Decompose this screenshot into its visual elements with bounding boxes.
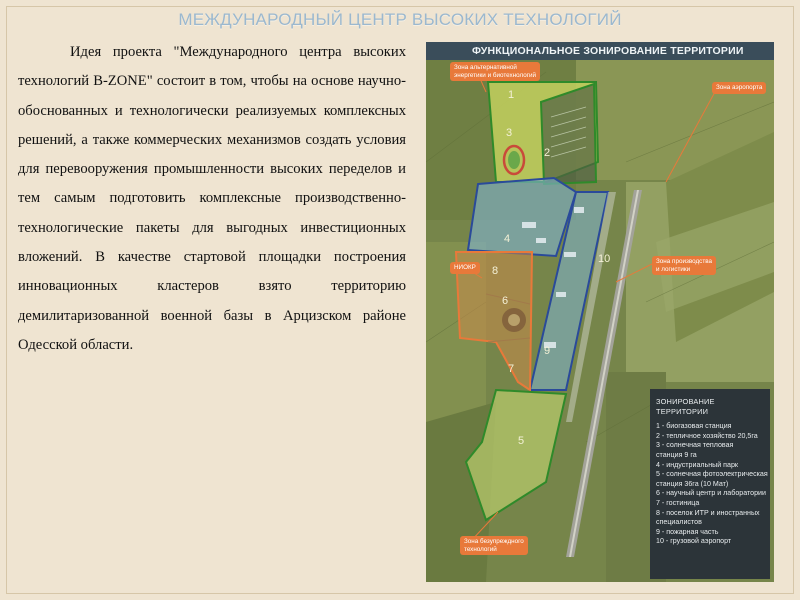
callout-production-zone: Зона производства и логистики: [652, 256, 716, 275]
zone-4-area: [468, 178, 576, 256]
legend-heading: ЗОНИРОВАНИЕ ТЕРРИТОРИИ: [656, 397, 715, 416]
legend-item: 7 - гостиница: [656, 498, 700, 507]
legend-item: 2 - тепличное хозяйство 20,5га: [656, 431, 758, 440]
legend-item: 5 - солнечная фотоэлектрическая: [656, 470, 768, 479]
zone-1-2-area: [541, 84, 596, 184]
legend-item: станция 9 га: [656, 450, 697, 459]
zone-label-1: 1: [508, 89, 515, 101]
zone-label-8: 8: [492, 265, 499, 277]
zone-label-3: 3: [506, 127, 513, 139]
zone-label-2: 2: [544, 147, 551, 159]
zoning-map: [426, 42, 774, 582]
legend-item: 8 - поселок ИТР и иностранных: [656, 508, 760, 517]
zoning-legend: [650, 389, 770, 579]
callout-airport-zone: Зона аэропорта: [712, 82, 766, 94]
zone-label-6: 6: [502, 295, 509, 307]
zone-label-10: 10: [598, 253, 611, 265]
callout-science-zone: НИОКР: [450, 262, 480, 274]
legend-item: 3 - солнечная тепловая: [656, 441, 734, 450]
project-description: Идея проекта "Международного центра высоких технологий B-ZONE" состоит в том, чтобы на основе научно-обоснованных и технологически реализуемых комплексных решений, а также коммерческих механизмов создать условия для перевооружения промышленности высоких переделов и тем самым подготовить комплексные производственно-технологические пакеты для выгодных инвестиционных вложений. В качестве стартовой площадки построения инновационных кластеров взято территорию демилитаризованной военной базы в Арцизском районе Одесской области.: [18, 44, 406, 353]
legend-item: 4 - индустриальный парк: [656, 460, 739, 469]
zone-label-5: 5: [518, 435, 525, 447]
slide-title: МЕЖДУНАРОДНЫЙ ЦЕНТР ВЫСОКИХ ТЕХНОЛОГИЙ: [178, 10, 622, 29]
legend-item: 9 - пожарная часть: [656, 527, 719, 536]
callout-energy-zone: Зона альтернативной энергетики и биотехнологий: [450, 62, 540, 81]
legend-item: станция 36га (10 Мат): [656, 479, 729, 488]
zone-label-7: 7: [508, 363, 515, 375]
legend-item: 1 - биогазовая станция: [656, 422, 732, 431]
zone-label-9: 9: [544, 345, 551, 357]
map-title: ФУНКЦИОНАЛЬНОЕ ЗОНИРОВАНИЕ ТЕРРИТОРИИ: [426, 42, 774, 60]
legend-item: 6 - научный центр и лаборатории: [656, 489, 766, 498]
legend-item: специалистов: [656, 518, 702, 527]
callout-security-zone: Зона безупреждного технологий: [460, 536, 528, 555]
zone-label-4: 4: [504, 233, 511, 245]
legend-item: 10 - грузовой аэропорт: [656, 537, 732, 546]
